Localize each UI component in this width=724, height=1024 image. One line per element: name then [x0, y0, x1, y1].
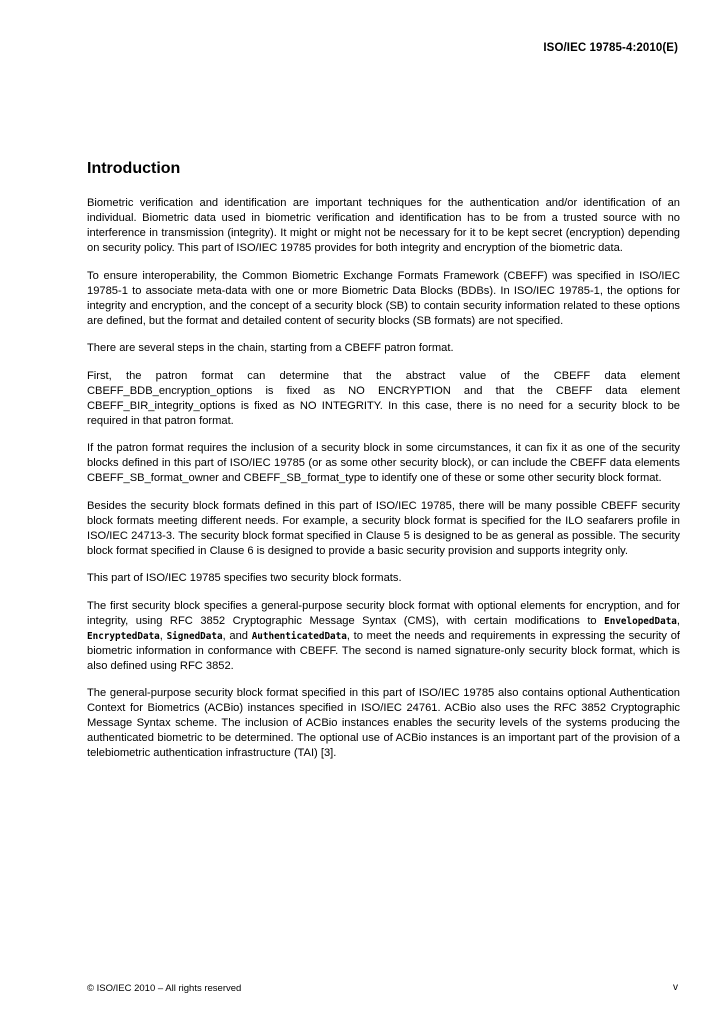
page-title: Introduction	[87, 160, 181, 177]
paragraph-2: To ensure interoperability, the Common Biometric Exchange Formats Framework (CBEFF) was specified in ISO/IEC 19785-1 to associate meta-data with one or more Biometric Data Blocks (BDBs). In ISO/IEC 19785-1, the options for integrity and encryption, and the concept of a security block (SB) to contain security information related to these options are defined, but the format and detailed content of security blocks (SB formats) are not specified.	[87, 269, 680, 327]
paragraph-8-text-start: The first security block specifies a general-purpose security block format with optional elements for encryption, and for integrity, using RFC 3852 Cryptographic Message Syntax (CMS), with certain modifications to	[87, 599, 680, 627]
code-enveloped-data: EnvelopedData	[604, 615, 677, 627]
paragraph-5: If the patron format requires the inclusion of a security block in some circumstances, it can fix it as one of the security blocks defined in this part of ISO/IEC 19785 (or as some other security block), or can include the CBEFF data elements CBEFF_SB_format_owner and CBEFF_SB_format_type to identify one of these or some other security block format.	[87, 442, 680, 484]
paragraph-3: There are several steps in the chain, starting from a CBEFF patron format.	[87, 342, 454, 354]
footer-copyright: © ISO/IEC 2010 – All rights reserved	[87, 983, 242, 994]
separator: , and	[222, 629, 252, 642]
page-number: v	[673, 982, 678, 993]
paragraph-8	[87, 599, 680, 674]
paragraph-6: Besides the security block formats defined in this part of ISO/IEC 19785, there will be many possible CBEFF security block formats meeting different needs. For example, a security block format is specified for the ILO seafarers profile in ISO/IEC 24713-3. The security block format specified in Clause 5 is designed to be as general as possible. The security block format specified in Clause 6 is designed to provide a basic security provision and supports integrity only.	[87, 499, 680, 557]
document-body	[87, 196, 680, 774]
document-id: ISO/IEC 19785-4:2010(E)	[543, 42, 678, 54]
paragraph-4: First, the patron format can determine that the abstract value of the CBEFF data element CBEFF_BDB_encryption_options is fixed as NO ENCRYPTION and that the CBEFF data element CBEFF_BIR_integrity_options is fixed as NO INTEGRITY. In this case, there is no need for a security block to be required in that patron format.	[87, 369, 680, 427]
code-signed-data: SignedData	[166, 630, 223, 642]
paragraph-1: Biometric verification and identification are important techniques for the authentication and/or identification of an individual. Biometric data used in biometric verification and identification has to be from a trusted source with no interference in transmission (integrity). It might or might not be necessary for it to be kept secret (encryption) depending on security policy. This part of ISO/IEC 19785 provides for both integrity and encryption of the biometric data.	[87, 197, 680, 254]
separator: ,	[676, 614, 680, 627]
paragraph-8-text-end: , to meet the needs and requirements in expressing the security of biometric information in conformance with CBEFF. The second is named signature-only security block format, which is also defined using RFC 3852.	[87, 629, 680, 672]
separator: ,	[159, 629, 167, 642]
code-authenticated-data: AuthenticatedData	[251, 630, 347, 642]
paragraph-9: The general-purpose security block format specified in this part of ISO/IEC 19785 also contains optional Authentication Context for Biometrics (ACBio) instances specified in ISO/IEC 24761. ACBio also uses the RFC 3852 Cryptographic Message Syntax scheme. The inclusion of ACBio instances enables the security levels of the systems producing the authenticated biometric to be determined. The optional use of ACBio instances is an important part of the provision of a telebiometric authentication infrastructure (TAI) [3].	[87, 687, 680, 759]
code-encrypted-data: EncryptedData	[87, 630, 160, 642]
paragraph-7: This part of ISO/IEC 19785 specifies two security block formats.	[87, 572, 402, 584]
